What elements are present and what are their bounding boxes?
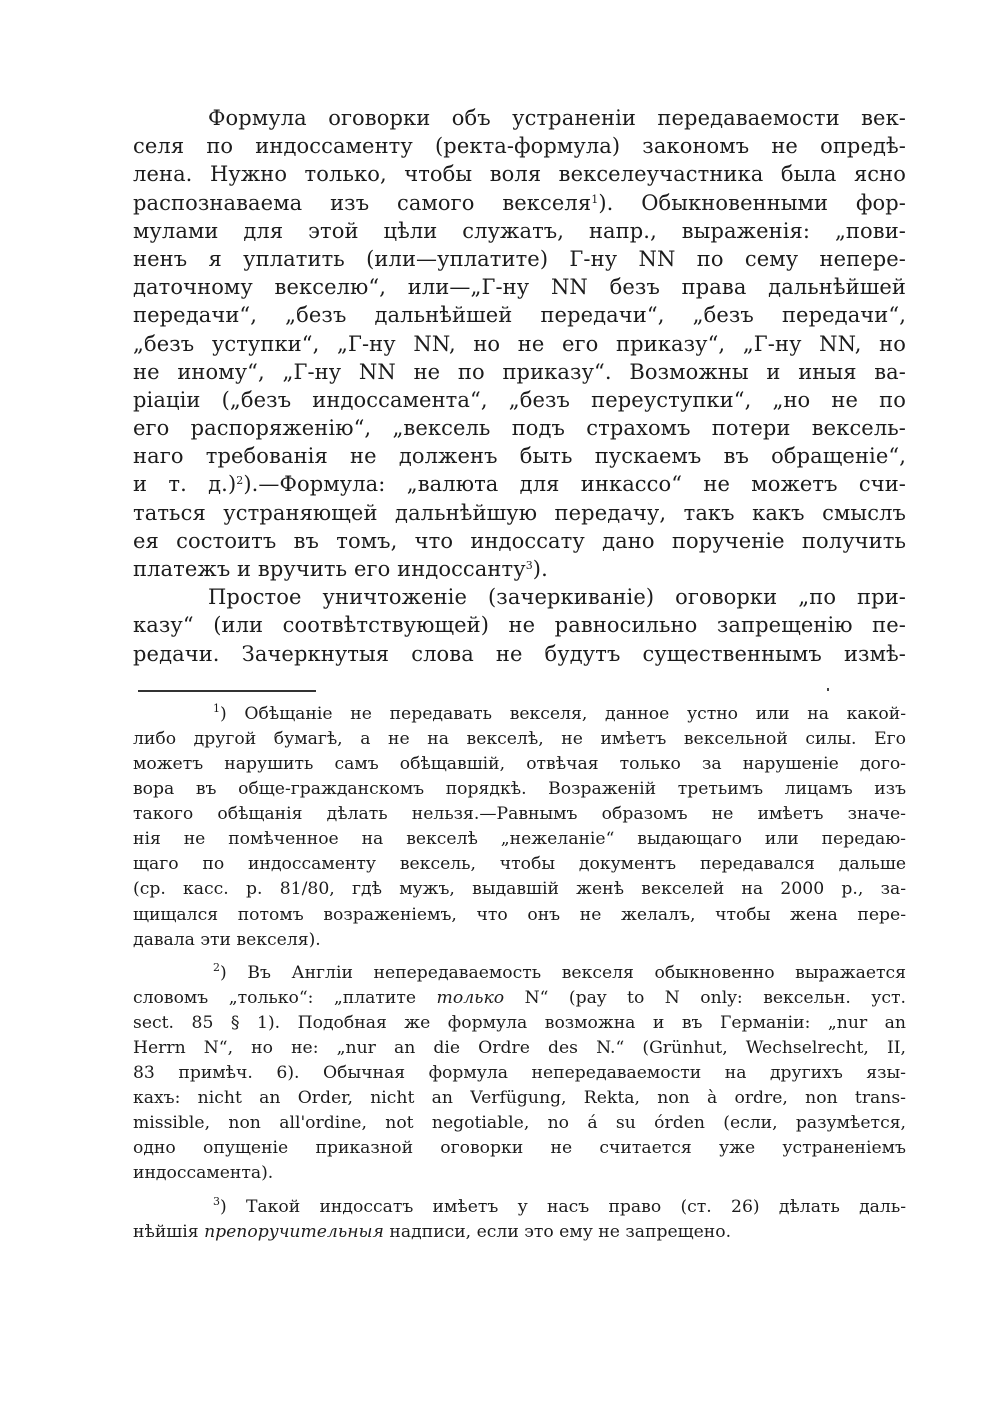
text-line: его распоряженію“, „вексель подъ страхомъ потери вексель- [133, 416, 906, 441]
footnote-line: одно опущеніе приказной оговорки не считается уже устраненіемъ [133, 1138, 906, 1159]
footnote-line: можетъ нарушить самъ обѣщавшій, отвѣчая только за нарушеніе дого- [133, 753, 906, 774]
text-line: Формула оговорки объ устраненіи передаваемости век- [208, 106, 906, 130]
footnote-rule [138, 690, 316, 692]
text-span: платежъ и вручить его индоссанту [133, 557, 526, 581]
text-line: редачи. Зачеркнутыя слова не будутъ существеннымъ измѣ- [133, 641, 906, 666]
text-line: лена. Нужно только, чтобы воля векселеучастника была ясно [133, 162, 906, 187]
main-paragraph-2 [133, 583, 906, 668]
text-line: „безъ уступки“, „Г-ну NN, но не его приказу“, „Г-ну NN, но [133, 331, 906, 356]
footnote-line: либо другой бумагѣ, а не на векселѣ, не имѣетъ вексельной силы. Его [133, 728, 906, 749]
footnote-ref-3: 3 [525, 559, 533, 572]
text-span: распознаваема изъ самого векселя [133, 190, 592, 215]
text-span: ).—Формула: „валюта для инкассо“ не можетъ счи- [243, 472, 906, 497]
footnote-separator [133, 668, 906, 702]
text-span: и т. д.) [133, 472, 237, 497]
text-span: N“ (pay to N only: вексельн. уст. [504, 987, 906, 1008]
footnote-2 [133, 961, 906, 1187]
text-span: ) Такой индоссатъ имѣетъ у насъ право (ст. 26) дѣлать даль- [220, 1196, 906, 1217]
text-span: ). [532, 557, 548, 581]
footnote-line: такого обѣщанія дѣлать нельзя.—Равнымъ образомъ не имѣетъ значе- [133, 804, 906, 825]
text-line: ріаціи („безъ индоссамента“, „безъ переуступки“, „но не по [133, 387, 906, 412]
footnote-line: давала эти векселя). [133, 929, 321, 950]
footnote-marker: 2 [213, 960, 220, 974]
text-span: нѣйшія [133, 1221, 205, 1242]
print-speck [827, 688, 829, 691]
footnote-ref-2: 2 [236, 474, 244, 488]
footnote-line [133, 961, 906, 986]
footnote-line: вора въ обще-гражданскомъ порядкѣ. Возраженій третьимъ лицамъ изъ [133, 779, 906, 800]
footnote-line: missible, non all'ordine, not negotiable, no á su órden (если, разумѣется, [133, 1113, 906, 1134]
footnote-gap [133, 953, 906, 961]
text-line: Простое уничтоженіе (зачеркиваніе) оговорки „по при- [208, 585, 906, 610]
text-line: казу“ (или соотвѣтствующей) не равносильно запрещенію пе- [133, 613, 906, 638]
footnote-line: нія не помѣченное на векселѣ „нежеланіе“ выдающаго или передаю- [133, 829, 906, 850]
text-line [133, 555, 906, 583]
text-line: даточному векселю“, или—„Г-ну NN безъ права дальнѣйшей [133, 275, 906, 300]
footnote-1 [133, 702, 906, 953]
footnote-line: (ср. касс. р. 81/80, гдѣ мужъ, выдавшій женѣ векселей на 2000 р., за- [133, 879, 906, 900]
footnote-gap [133, 1187, 906, 1195]
footnote-line: щищался потомъ возраженіемъ, что онъ не желалъ, чтобы жена пере- [133, 904, 906, 925]
text-line: селя по индоссаменту (ректа-формула) закономъ не опредѣ- [133, 134, 906, 159]
text-line: таться устраняющей дальнѣйшую передачу, такъ какъ смыслъ [133, 500, 906, 525]
footnote-line [133, 986, 906, 1011]
footnote-line: Herrn N“, но не: „nur an die Ordre des N.“ (Grünhut, Wechselrecht, II, [133, 1037, 906, 1058]
footnote-line: щаго по индоссаменту вексель, чтобы документъ передавался дальше [133, 854, 906, 875]
text-span: словомъ „только“: „платите [133, 987, 437, 1008]
text-span: ) Обѣщаніе не передавать векселя, данное устно или на какой- [220, 703, 906, 724]
text-span: ) Въ Англіи непередаваемость векселя обыкновенно выражается [220, 962, 906, 983]
text-line: не иному“, „Г-ну NN не по приказу“. Возможны и иныя ва- [133, 359, 906, 384]
text-line: мулами для этой цѣли служатъ, напр., выраженія: „пови- [133, 218, 906, 243]
text-line [133, 470, 906, 498]
footnote-3 [133, 1195, 906, 1245]
footnote-line: кахъ: nicht an Order, nicht an Verfügung, Rekta, non à ordre, non trans- [133, 1088, 906, 1109]
text-span: надписи, если это ему не запрещено. [383, 1221, 732, 1242]
text-line [133, 189, 906, 217]
footnote-line [133, 1220, 906, 1245]
italic-span: только [436, 987, 505, 1008]
footnote-line [133, 702, 906, 727]
text-span: ). Обыкновенными фор- [598, 190, 906, 215]
text-line: наго требованія не долженъ быть пускаемъ въ обращеніе“, [133, 444, 906, 469]
main-paragraph-1 [133, 104, 906, 583]
footnote-line: 83 примѣч. 6). Обычная формула непередаваемости на другихъ язы- [133, 1063, 906, 1084]
footnote-line [133, 1195, 906, 1220]
document-page [133, 104, 906, 1245]
text-line: передачи“, „безъ дальнѣйшей передачи“, „безъ передачи“, [133, 303, 906, 328]
italic-span: препоручительныя [204, 1221, 384, 1242]
text-line: ея состоитъ въ томъ, что индоссату дано порученіе получить [133, 528, 906, 553]
footnote-marker: 3 [213, 1194, 220, 1208]
footnote-line: индоссамента). [133, 1163, 274, 1184]
text-line: ненъ я уплатить (или—уплатите) Г-ну NN по сему непере- [133, 246, 906, 271]
footnote-ref-1: 1 [591, 192, 599, 206]
footnote-marker: 1 [213, 701, 220, 715]
footnote-line: sect. 85 § 1). Подобная же формула возможна и въ Германіи: „nur an [133, 1012, 906, 1033]
